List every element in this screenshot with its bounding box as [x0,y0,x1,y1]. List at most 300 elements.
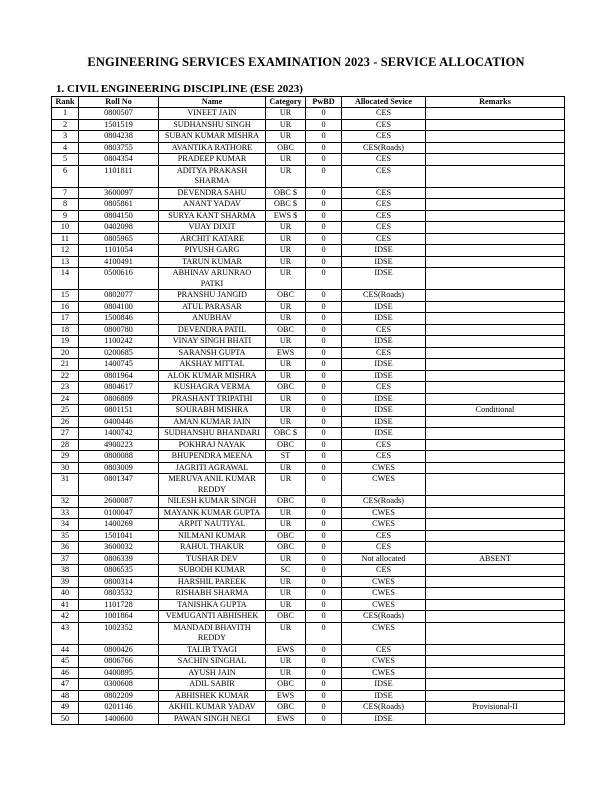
cell-category: EWS $ [266,210,306,222]
cell-pwbd: 0 [306,256,342,268]
cell-name: ANUBHAV [159,313,266,325]
cell-category: UR [266,154,306,166]
cell-category: UR [266,622,306,644]
cell-remarks [426,622,565,644]
cell-name: SUDHANSHU SINGH [159,119,266,131]
cell-name: VEMUGANTI ABHISHEK [159,611,266,623]
cell-name: ABHINAV ARUNRAO PATKI [159,268,266,290]
cell-rank: 14 [52,268,79,290]
cell-name: BHUPENDRA MEENA [159,451,266,463]
cell-pwbd: 0 [306,690,342,702]
cell-name: SOURABH MISHRA [159,405,266,417]
cell-roll-no: 1101054 [79,245,159,257]
cell-remarks [426,154,565,166]
cell-name: PRADEEP KUMAR [159,154,266,166]
table-row [52,474,565,496]
table-row [52,199,565,211]
cell-pwbd: 0 [306,599,342,611]
cell-remarks: ABSENT [426,553,565,565]
cell-pwbd: 0 [306,313,342,325]
table-row [52,428,565,440]
cell-category: UR [266,553,306,565]
cell-allocated-service: CES [342,210,426,222]
cell-roll-no: 1500846 [79,313,159,325]
table-row [52,667,565,679]
cell-allocated-service: CES(Roads) [342,702,426,714]
cell-category: OBC [266,702,306,714]
cell-category: UR [266,370,306,382]
cell-pwbd: 0 [306,622,342,644]
cell-pwbd: 0 [306,576,342,588]
cell-roll-no: 1100242 [79,336,159,348]
cell-pwbd: 0 [306,165,342,187]
table-row [52,519,565,531]
cell-pwbd: 0 [306,108,342,120]
cell-remarks: Provisional-II [426,702,565,714]
table-row [52,268,565,290]
cell-name: ADIL SABIR [159,679,266,691]
cell-name: ARPIT NAUTIYAL [159,519,266,531]
cell-roll-no: 0801151 [79,405,159,417]
table-row [52,359,565,371]
cell-rank: 32 [52,496,79,508]
cell-category: UR [266,268,306,290]
cell-roll-no: 4900223 [79,439,159,451]
cell-remarks [426,222,565,234]
cell-name: PIYUSH GARG [159,245,266,257]
cell-pwbd: 0 [306,199,342,211]
cell-category: OBC [266,439,306,451]
cell-roll-no: 0200685 [79,347,159,359]
cell-roll-no: 0801347 [79,474,159,496]
cell-category: UR [266,222,306,234]
cell-roll-no: 0804617 [79,382,159,394]
cell-pwbd: 0 [306,679,342,691]
cell-category: UR [266,108,306,120]
header-rank: Rank [52,97,79,108]
cell-pwbd: 0 [306,588,342,600]
cell-remarks [426,347,565,359]
table-row [52,313,565,325]
cell-allocated-service: IDSE [342,256,426,268]
cell-remarks [426,290,565,302]
cell-allocated-service: IDSE [342,428,426,440]
cell-remarks [426,588,565,600]
cell-allocated-service: IDSE [342,405,426,417]
cell-pwbd: 0 [306,393,342,405]
cell-roll-no: 0806766 [79,656,159,668]
cell-roll-no: 1400269 [79,519,159,531]
table-row [52,142,565,154]
cell-allocated-service: CES [342,108,426,120]
cell-allocated-service: CES [342,119,426,131]
table-row [52,233,565,245]
cell-roll-no: 1101728 [79,599,159,611]
cell-pwbd: 0 [306,154,342,166]
cell-allocated-service: IDSE [342,245,426,257]
cell-rank: 41 [52,599,79,611]
cell-pwbd: 0 [306,553,342,565]
cell-category: UR [266,119,306,131]
cell-rank: 26 [52,416,79,428]
cell-remarks [426,576,565,588]
cell-rank: 19 [52,336,79,348]
cell-pwbd: 0 [306,656,342,668]
cell-allocated-service: CWES [342,576,426,588]
cell-name: DEVENDRA SAHU [159,187,266,199]
cell-rank: 47 [52,679,79,691]
cell-allocated-service: CWES [342,622,426,644]
cell-rank: 27 [52,428,79,440]
cell-allocated-service: Not allocated [342,553,426,565]
cell-roll-no: 0806339 [79,553,159,565]
cell-category: EWS [266,713,306,725]
table-row [52,336,565,348]
cell-pwbd: 0 [306,222,342,234]
cell-rank: 23 [52,382,79,394]
cell-rank: 15 [52,290,79,302]
table-row [52,713,565,725]
table-row [52,507,565,519]
cell-pwbd: 0 [306,233,342,245]
table-row [52,530,565,542]
cell-pwbd: 0 [306,496,342,508]
cell-remarks [426,210,565,222]
cell-allocated-service: IDSE [342,713,426,725]
cell-category: UR [266,576,306,588]
cell-category: UR [266,519,306,531]
cell-remarks [426,496,565,508]
table-row [52,187,565,199]
table-row [52,565,565,577]
cell-category: UR [266,474,306,496]
cell-category: EWS [266,690,306,702]
table-row [52,370,565,382]
cell-category: UR [266,462,306,474]
cell-rank: 42 [52,611,79,623]
cell-allocated-service: CES [342,233,426,245]
cell-pwbd: 0 [306,507,342,519]
cell-roll-no: 0804150 [79,210,159,222]
cell-name: DEVENDRA PATIL [159,324,266,336]
cell-name: ABHISHEK KUMAR [159,690,266,702]
cell-roll-no: 0800507 [79,108,159,120]
table-row [52,462,565,474]
table-row [52,393,565,405]
cell-remarks [426,131,565,143]
cell-name: ANANT YADAV [159,199,266,211]
table-row [52,496,565,508]
cell-pwbd: 0 [306,142,342,154]
cell-rank: 40 [52,588,79,600]
cell-roll-no: 0805965 [79,233,159,245]
cell-remarks [426,313,565,325]
cell-rank: 20 [52,347,79,359]
table-row [52,256,565,268]
cell-pwbd: 0 [306,210,342,222]
table-row [52,154,565,166]
cell-allocated-service: CES [342,154,426,166]
cell-remarks [426,451,565,463]
cell-roll-no: 0805861 [79,199,159,211]
cell-category: UR [266,131,306,143]
cell-allocated-service: CES [342,131,426,143]
cell-rank: 24 [52,393,79,405]
cell-roll-no: 0806809 [79,393,159,405]
cell-rank: 30 [52,462,79,474]
cell-rank: 46 [52,667,79,679]
cell-allocated-service: CES [342,565,426,577]
cell-roll-no: 1501041 [79,530,159,542]
cell-roll-no: 0300608 [79,679,159,691]
cell-rank: 4 [52,142,79,154]
cell-name: ADITYA PRAKASH SHARMA [159,165,266,187]
cell-allocated-service: CWES [342,462,426,474]
cell-category: UR [266,405,306,417]
cell-name: MANDADI BHAVITH REDDY [159,622,266,644]
cell-name: PRASHANT TRIPATHI [159,393,266,405]
cell-rank: 2 [52,119,79,131]
cell-remarks [426,187,565,199]
cell-category: OBC $ [266,428,306,440]
cell-name: RAHUL THAKUR [159,542,266,554]
cell-name: RISHABH SHARMA [159,588,266,600]
cell-name: PRANSHU JANGID [159,290,266,302]
cell-rank: 12 [52,245,79,257]
table-row [52,451,565,463]
cell-remarks [426,416,565,428]
cell-allocated-service: CES [342,439,426,451]
cell-category: OBC [266,530,306,542]
cell-roll-no: 0802209 [79,690,159,702]
cell-pwbd: 0 [306,119,342,131]
cell-pwbd: 0 [306,542,342,554]
cell-category: SC [266,565,306,577]
cell-rank: 1 [52,108,79,120]
cell-allocated-service: CWES [342,507,426,519]
cell-remarks [426,359,565,371]
table-row [52,222,565,234]
cell-rank: 13 [52,256,79,268]
cell-allocated-service: CWES [342,474,426,496]
cell-name: POKHRAJ NAYAK [159,439,266,451]
table-row [52,131,565,143]
cell-category: UR [266,667,306,679]
cell-pwbd: 0 [306,245,342,257]
cell-remarks [426,382,565,394]
cell-allocated-service: IDSE [342,416,426,428]
cell-remarks [426,599,565,611]
cell-allocated-service: CES(Roads) [342,611,426,623]
cell-category: UR [266,233,306,245]
cell-roll-no: 0803009 [79,462,159,474]
cell-pwbd: 0 [306,382,342,394]
cell-category: UR [266,245,306,257]
header-name: Name [159,97,266,108]
cell-category: UR [266,393,306,405]
cell-pwbd: 0 [306,667,342,679]
cell-rank: 48 [52,690,79,702]
cell-roll-no: 0800088 [79,451,159,463]
cell-roll-no: 0802077 [79,290,159,302]
cell-pwbd: 0 [306,439,342,451]
table-row [52,656,565,668]
table-row [52,679,565,691]
table-row [52,324,565,336]
cell-roll-no: 0804100 [79,301,159,313]
cell-pwbd: 0 [306,131,342,143]
cell-category: UR [266,507,306,519]
cell-roll-no: 4100491 [79,256,159,268]
cell-pwbd: 0 [306,611,342,623]
table-header-row [52,97,565,108]
cell-name: AVANTIKA RATHORE [159,142,266,154]
cell-name: AKHIL KUMAR YADAV [159,702,266,714]
cell-roll-no: 0100047 [79,507,159,519]
cell-roll-no: 1101811 [79,165,159,187]
cell-allocated-service: IDSE [342,313,426,325]
cell-remarks [426,301,565,313]
table-row [52,644,565,656]
cell-roll-no: 0500616 [79,268,159,290]
table-row [52,290,565,302]
cell-name: TANISHKA GUPTA [159,599,266,611]
table-row [52,622,565,644]
cell-remarks [426,370,565,382]
cell-roll-no: 1501519 [79,119,159,131]
table-row [52,405,565,417]
cell-rank: 7 [52,187,79,199]
cell-rank: 6 [52,165,79,187]
cell-rank: 39 [52,576,79,588]
table-row [52,588,565,600]
cell-allocated-service: CWES [342,588,426,600]
cell-allocated-service: CES [342,451,426,463]
cell-pwbd: 0 [306,187,342,199]
cell-allocated-service: CES [342,542,426,554]
cell-name: JAGRITI AGRAWAL [159,462,266,474]
cell-name: ALOK KUMAR MISHRA [159,370,266,382]
cell-remarks [426,656,565,668]
cell-allocated-service: CES(Roads) [342,142,426,154]
cell-allocated-service: CES [342,222,426,234]
cell-category: UR [266,301,306,313]
cell-category: UR [266,656,306,668]
cell-rank: 10 [52,222,79,234]
cell-category: OBC [266,290,306,302]
cell-rank: 9 [52,210,79,222]
cell-allocated-service: CES [342,347,426,359]
table-row [52,690,565,702]
cell-category: OBC [266,324,306,336]
page-title: ENGINEERING SERVICES EXAMINATION 2023 - SERVICE ALLOCATION [87,55,525,69]
cell-category: EWS [266,347,306,359]
cell-allocated-service: CES(Roads) [342,496,426,508]
cell-rank: 8 [52,199,79,211]
cell-name: AMAN KUMAR JAIN [159,416,266,428]
cell-rank: 17 [52,313,79,325]
cell-pwbd: 0 [306,644,342,656]
cell-remarks [426,439,565,451]
cell-pwbd: 0 [306,324,342,336]
cell-roll-no: 0800426 [79,644,159,656]
cell-remarks [426,713,565,725]
cell-category: OBC [266,142,306,154]
cell-allocated-service: CWES [342,667,426,679]
cell-remarks [426,165,565,187]
cell-rank: 50 [52,713,79,725]
cell-allocated-service: CES [342,199,426,211]
cell-remarks [426,519,565,531]
cell-name: SARANSH GUPTA [159,347,266,359]
cell-pwbd: 0 [306,713,342,725]
cell-remarks [426,462,565,474]
cell-name: MAYANK KUMAR GUPTA [159,507,266,519]
cell-name: SUDHANSHU BHANDARI [159,428,266,440]
cell-name: AYUSH JAIN [159,667,266,679]
cell-remarks [426,679,565,691]
cell-category: UR [266,256,306,268]
cell-pwbd: 0 [306,416,342,428]
table-row [52,119,565,131]
cell-allocated-service: CES [342,530,426,542]
table-row [52,439,565,451]
cell-allocated-service: IDSE [342,359,426,371]
cell-pwbd: 0 [306,474,342,496]
cell-roll-no: 0801964 [79,370,159,382]
cell-category: UR [266,165,306,187]
cell-category: OBC [266,611,306,623]
cell-rank: 22 [52,370,79,382]
table-row [52,108,565,120]
cell-rank: 44 [52,644,79,656]
cell-remarks [426,474,565,496]
cell-name: SUBAN KUMAR MISHRA [159,131,266,143]
cell-pwbd: 0 [306,702,342,714]
cell-rank: 35 [52,530,79,542]
cell-rank: 34 [52,519,79,531]
cell-allocated-service: CES [342,324,426,336]
cell-rank: 21 [52,359,79,371]
cell-remarks [426,108,565,120]
cell-roll-no: 0400895 [79,667,159,679]
cell-pwbd: 0 [306,519,342,531]
cell-rank: 33 [52,507,79,519]
cell-pwbd: 0 [306,451,342,463]
cell-pwbd: 0 [306,462,342,474]
cell-name: SACHIN SINGHAL [159,656,266,668]
cell-remarks [426,142,565,154]
cell-roll-no: 0804238 [79,131,159,143]
cell-category: UR [266,336,306,348]
cell-roll-no: 0803755 [79,142,159,154]
cell-remarks [426,667,565,679]
cell-remarks [426,542,565,554]
cell-allocated-service: CWES [342,656,426,668]
cell-remarks [426,530,565,542]
cell-allocated-service: IDSE [342,336,426,348]
cell-pwbd: 0 [306,565,342,577]
cell-rank: 49 [52,702,79,714]
cell-pwbd: 0 [306,290,342,302]
cell-roll-no: 0803532 [79,588,159,600]
cell-name: VIJAY DIXIT [159,222,266,234]
cell-pwbd: 0 [306,359,342,371]
cell-allocated-service: IDSE [342,301,426,313]
table-row [52,611,565,623]
table-row [52,599,565,611]
cell-roll-no: 1002352 [79,622,159,644]
